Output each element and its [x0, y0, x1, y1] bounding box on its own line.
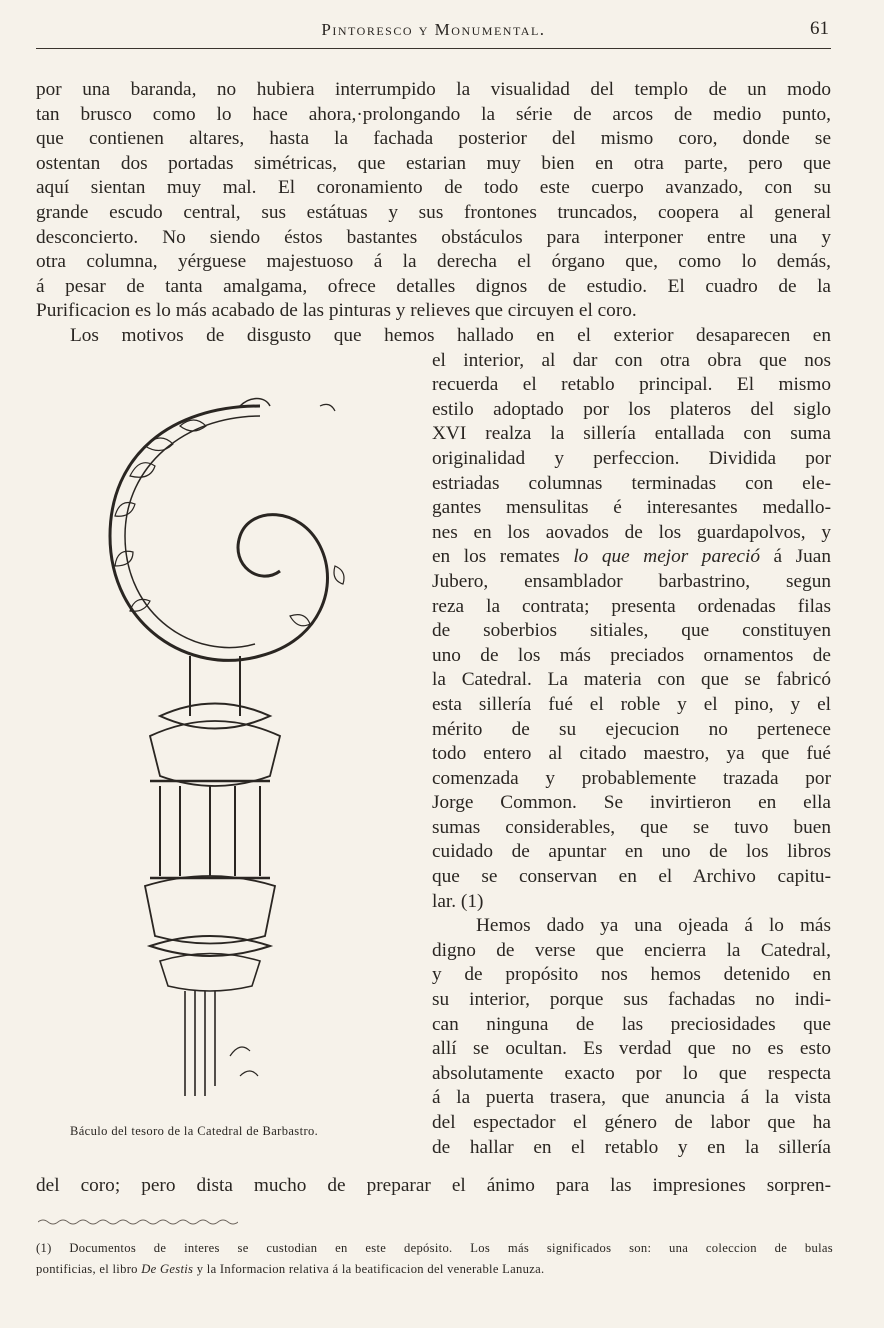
- text-line: todo entero al citado maestro, ya que fué: [432, 743, 831, 765]
- paragraph-2-first-line: [70, 324, 831, 349]
- text-line: Hemos dado ya una ojeada á lo más: [476, 915, 831, 937]
- text-line: á la puerta trasera, que anuncia á la vista: [432, 1087, 831, 1109]
- text-line: desconcierto. No siendo éstos bastantes obstáculos para interponer entre una y: [36, 226, 831, 248]
- footnote-line: (1) Documentos de interes se custodian en este depósito. Los más significados son: una coleccion de bulas: [36, 1241, 833, 1255]
- text-line: originalidad y perfeccion. Dividida por: [432, 447, 831, 469]
- footnote: [36, 1238, 833, 1280]
- text-line: á pesar de tanta amalgama, ofrece detalles dignos de estudio. El cuadro de la: [36, 275, 831, 297]
- footnote-divider: [38, 1218, 238, 1226]
- text-line: allí se ocultan. Es verdad que no es esto: [432, 1038, 831, 1060]
- text-line: aquí sientan muy mal. El coronamiento de todo este cuerpo avanzado, con su: [36, 177, 831, 199]
- text-line: reza la contrata; presenta ordenadas filas: [432, 595, 831, 617]
- italic-phrase: lo que mejor pareció: [573, 546, 760, 568]
- text-fragment: pontificias, el libro: [36, 1262, 138, 1276]
- footnote-line: [36, 1259, 833, 1280]
- text-line: grande escudo central, sus estátuas y sus frontones truncados, coopera al general: [36, 201, 831, 223]
- page-number: 61: [810, 18, 829, 39]
- bottom-text-line: del coro; pero dista mucho de preparar el ánimo para las impresiones sorpren-: [36, 1175, 831, 1196]
- text-line: ostentan dos portadas simétricas, que estarian muy bien en otra parte, pero que: [36, 152, 831, 174]
- text-line: can ninguna de las preciosidades que: [432, 1013, 831, 1035]
- text-line: Los motivos de disgusto que hemos hallado en el exterior desaparecen en: [70, 325, 831, 346]
- text-column: [432, 349, 831, 1161]
- text-line: Jorge Common. Se invirtieron en ella: [432, 792, 831, 814]
- text-line: estriadas columnas terminadas con ele-: [432, 472, 831, 494]
- text-line: Purificacion es lo más acabado de las pinturas y relieves que circuyen el coro.: [36, 300, 637, 322]
- text-line: de hallar en el retablo y en la sillería: [432, 1136, 831, 1158]
- page-header: [36, 18, 831, 48]
- text-fragment: en los remates: [432, 546, 560, 568]
- text-line: esta sillería fué el roble y el pino, y el: [432, 693, 831, 715]
- text-line: absolutamente exacto por lo que respecta: [432, 1062, 831, 1084]
- text-line: mérito de su ejecucion no pertenece: [432, 718, 831, 740]
- text-line: que contienen altares, hasta la fachada posterior del mismo coro, donde se: [36, 128, 831, 150]
- text-fragment: á Juan: [773, 546, 831, 568]
- text-line: otra columna, yérguese majestuoso á la derecha el órgano que, como lo demás,: [36, 251, 831, 273]
- text-line: nes en los aovados de los guardapolvos, y: [432, 521, 831, 543]
- text-line: recuerda el retablo principal. El mismo: [432, 374, 831, 396]
- figure-caption: Báculo del tesoro de la Catedral de Barbastro.: [70, 1124, 319, 1138]
- text-line: Jubero, ensamblador barbastrino, segun: [432, 570, 831, 592]
- paragraph-1: [36, 78, 831, 324]
- text-line: la Catedral. La materia con que se fabricó: [432, 669, 831, 691]
- text-line: gantes mensulitas é interesantes medallo-: [432, 497, 831, 519]
- text-line: por una baranda, no hubiera interrumpido la visualidad del templo de un modo: [36, 79, 831, 100]
- text-line: XVI realza la sillería entallada con suma: [432, 423, 831, 445]
- text-line: el interior, al dar con otra obra que nos: [432, 349, 831, 371]
- running-title: Pintoresco y Monumental.: [321, 20, 546, 39]
- crozier-engraving-icon: [90, 386, 380, 1101]
- text-line: cuidado de apuntar en uno de los libros: [432, 841, 831, 863]
- header-rule: [36, 48, 831, 49]
- text-line: del espectador el género de labor que ha: [432, 1112, 831, 1133]
- text-line: que se conservan en el Archivo capitu-: [432, 866, 831, 888]
- text-line: uno de los más preciados ornamentos de: [432, 644, 831, 666]
- text-line: lar. (1): [432, 890, 484, 912]
- text-line: tan brusco como lo hace ahora,·prolongando la série de arcos de medio punto,: [36, 103, 831, 125]
- text-line: y de propósito nos hemos detenido en: [432, 964, 831, 986]
- text-line: [432, 545, 831, 570]
- text-fragment: y la Informacion relativa á la beatificacion del venerable Lanuza.: [196, 1262, 545, 1276]
- text-line: su interior, porque sus fachadas no indi-: [432, 989, 831, 1011]
- text-line: estilo adoptado por los plateros del siglo: [432, 398, 831, 420]
- text-line: de soberbios sitiales, que constituyen: [432, 620, 831, 642]
- text-line: comenzada y probablemente trazada por: [432, 767, 831, 789]
- italic-title: De Gestis: [141, 1262, 194, 1276]
- text-line: sumas considerables, que se tuvo buen: [432, 816, 831, 838]
- text-line: digno de verse que encierra la Catedral,: [432, 939, 831, 961]
